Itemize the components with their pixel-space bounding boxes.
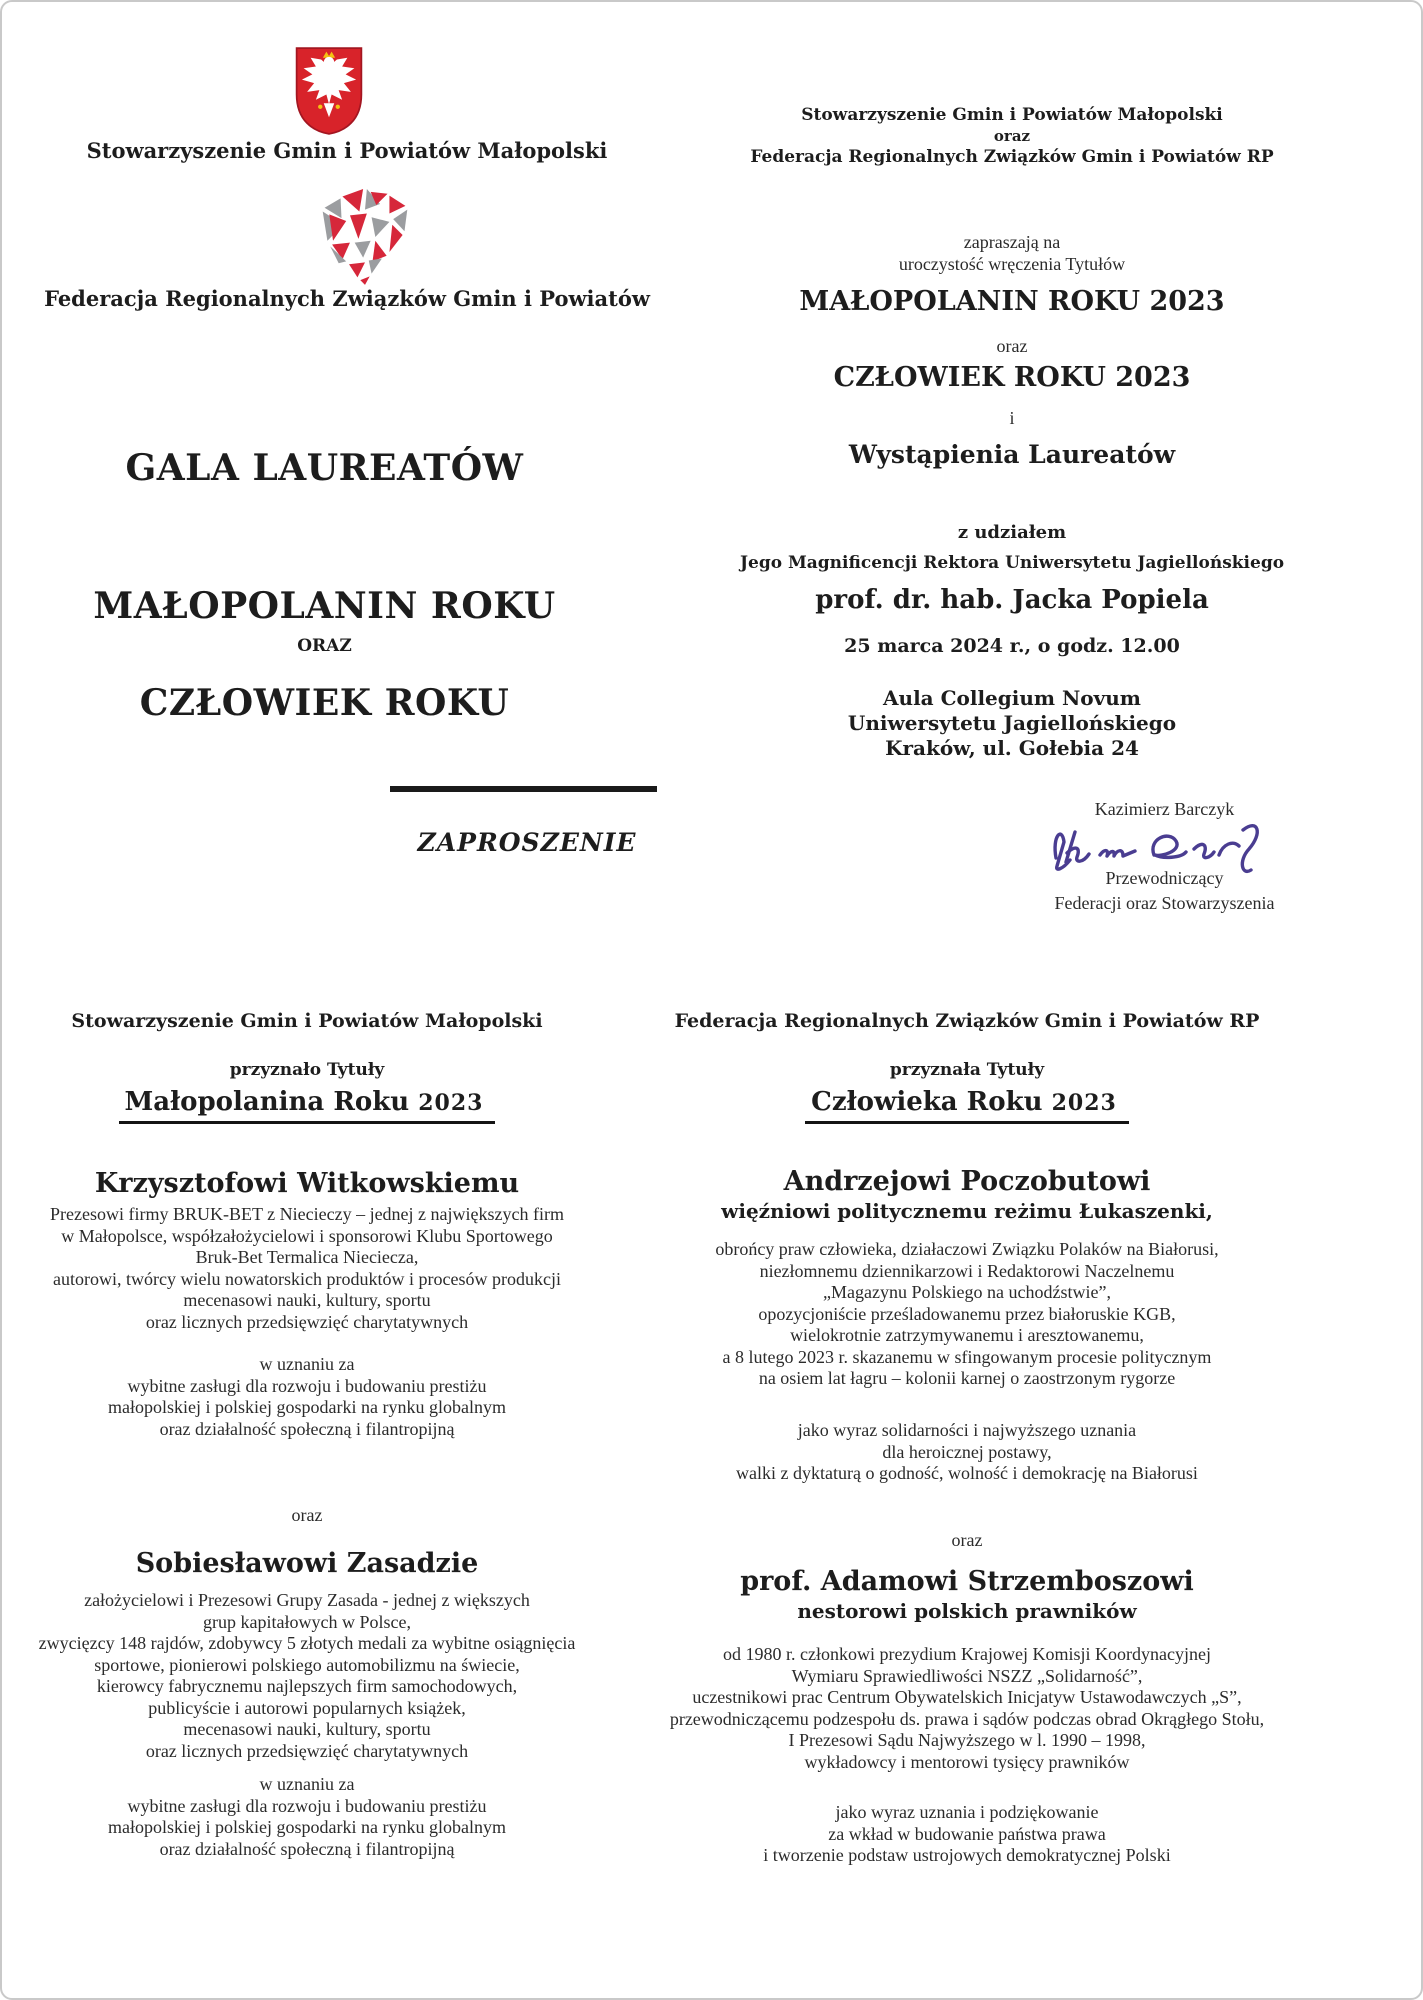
eagle-crest-icon bbox=[294, 44, 364, 138]
text-line: uczestnikowi prac Centrum Obywatelskich Inicjatyw Ustawodawczych „S”, bbox=[692, 1687, 1242, 1707]
event-title-2: CZŁOWIEK ROKU 2023 bbox=[833, 362, 1191, 393]
association-name: Stowarzyszenie Gmin i Powiatów Małopolski bbox=[86, 138, 608, 163]
text-line: a 8 lutego 2023 r. skazanemu w sfingowanym procesie politycznym bbox=[722, 1346, 1212, 1367]
text-line: kierowcy fabrycznemu najlepszych firm samochodowych, bbox=[96, 1676, 518, 1696]
text-line: zwycięzcy 148 rajdów, zdobywcy 5 złotych medali za wybitne osiągnięcia bbox=[38, 1633, 576, 1653]
federation-logo-icon bbox=[318, 186, 412, 286]
text-line: dla heroicznej postawy, bbox=[882, 1441, 1052, 1462]
laureate-desc-zasada bbox=[12, 1590, 602, 1762]
award-title-underlined bbox=[119, 1087, 496, 1124]
text-line: mecenasowi nauki, kultury, sportu bbox=[183, 1719, 431, 1739]
text-line: autorowi, twórcy wielu nowatorskich produktów i procesów produkcji bbox=[53, 1268, 561, 1289]
text-line: małopolskiej i polskiej gospodarki na rynku globalnym bbox=[108, 1397, 506, 1417]
award-year: 2023 bbox=[418, 1090, 484, 1116]
text-line: w uznaniu za bbox=[259, 1774, 355, 1794]
event-title-1: MAŁOPOLANIN ROKU 2023 bbox=[799, 286, 1225, 317]
signer-role-1: Przewodniczący bbox=[1105, 868, 1224, 888]
text-line: publicyście i autorowi popularnych książek, bbox=[148, 1697, 466, 1718]
host-conjunction: oraz bbox=[993, 127, 1031, 145]
text-line: grup kapitałowych w Polsce, bbox=[203, 1611, 411, 1632]
laureate-recognition-strzembosz bbox=[572, 1802, 1362, 1867]
text-line: Kraków, ul. Gołebia 24 bbox=[885, 736, 1139, 760]
event-venue bbox=[622, 686, 1402, 761]
text-line: od 1980 r. członkowi prezydium Krajowej Komisji Koordynacyjnej bbox=[723, 1644, 1211, 1664]
signer-name: Kazimierz Barczyk bbox=[1094, 799, 1235, 819]
text-line: małopolskiej i polskiej gospodarki na rynku globalnym bbox=[108, 1817, 506, 1837]
bottom-left-org: Stowarzyszenie Gmin i Powiatów Małopolski bbox=[71, 1010, 543, 1032]
invite-line-2: uroczystość wręczenia Tytułów bbox=[898, 254, 1126, 274]
laureate-recognition-witkowski bbox=[12, 1354, 602, 1440]
conjunction-oraz: ORAZ bbox=[297, 636, 352, 656]
text-line: wykładowcy i mentorowi tysięcy prawników bbox=[804, 1751, 1130, 1772]
text-line: jako wyraz uznania i podziękowanie bbox=[835, 1802, 1099, 1822]
laureate-desc-strzembosz bbox=[572, 1644, 1362, 1773]
participation-label: z udziałem bbox=[957, 522, 1067, 543]
event-conjunction-oraz: oraz bbox=[996, 336, 1028, 356]
laureate-speeches-title: Wystąpienia Laureatów bbox=[848, 440, 1176, 469]
text-line: niezłomnemu dziennikarzowi i Redaktorowi Naczelnemu bbox=[759, 1260, 1175, 1281]
laureate-recognition-poczobut bbox=[572, 1420, 1362, 1485]
text-line: walki z dyktaturą o godność, wolność i demokrację na Białorusi bbox=[736, 1463, 1198, 1483]
host-org-2: Federacja Regionalnych Związków Gmin i Powiatów RP bbox=[750, 147, 1274, 167]
text-line: oraz działalność społeczną i filantropijną bbox=[159, 1418, 455, 1439]
host-org-1: Stowarzyszenie Gmin i Powiatów Małopolski bbox=[801, 105, 1223, 125]
event-datetime: 25 marca 2024 r., o godz. 12.00 bbox=[844, 635, 1180, 657]
federation-name: Federacja Regionalnych Związków Gmin i Powiatów bbox=[44, 286, 650, 311]
text-line: „Magazynu Polskiego na uchodźstwie”, bbox=[823, 1282, 1111, 1302]
award-title-underlined bbox=[805, 1087, 1129, 1124]
laureate-subtitle-poczobut: więźniowi politycznemu reżimu Łukaszenki, bbox=[721, 1199, 1213, 1223]
text-line: Bruk-Bet Termalica Nieciecza, bbox=[195, 1247, 419, 1267]
text-line: wybitne zasługi dla rozwoju i budowaniu prestiżu bbox=[127, 1375, 487, 1396]
text-line: założycielowi i Prezesowi Grupy Zasada - jednej z większych bbox=[84, 1590, 530, 1610]
text-line: w Małopolsce, współzałożycielowi i sponsorowi Klubu Sportowego bbox=[61, 1225, 553, 1246]
text-line: za wkład w budowanie państwa prawa bbox=[828, 1823, 1106, 1844]
text-line: oraz licznych przedsięwzięć charytatywnych bbox=[145, 1311, 469, 1332]
text-line: Uniwersytetu Jagiellońskiego bbox=[847, 711, 1177, 735]
text-line: jako wyraz solidarności i najwyższego uznania bbox=[797, 1420, 1137, 1440]
laureate-desc-poczobut bbox=[572, 1239, 1362, 1390]
invitation-label: ZAPROSZENIE bbox=[417, 828, 637, 857]
text-line: opozycjoniście prześladowanemu przez białoruskie KGB, bbox=[758, 1303, 1176, 1324]
bottom-left-conjunction: oraz bbox=[291, 1505, 323, 1525]
text-line: Aula Collegium Novum bbox=[883, 686, 1141, 710]
award-title-malopolanin: MAŁOPOLANIN ROKU bbox=[93, 585, 556, 627]
text-line: oraz licznych przedsięwzięć charytatywnych bbox=[145, 1740, 469, 1761]
text-line: mecenasowi nauki, kultury, sportu bbox=[183, 1290, 431, 1310]
award-year: 2023 bbox=[1051, 1090, 1117, 1116]
text-line: I Prezesowi Sądu Najwyższego w l. 1990 – 1998, bbox=[788, 1730, 1146, 1750]
laureate-name-zasada: Sobiesławowi Zasadzie bbox=[135, 1548, 479, 1579]
award-title-text: Człowieka Roku bbox=[811, 1087, 1043, 1117]
signer-role-2: Federacji oraz Stowarzyszenia bbox=[1054, 893, 1275, 913]
laureate-desc-witkowski bbox=[12, 1204, 602, 1333]
award-title-czlowiek: CZŁOWIEK ROKU bbox=[139, 682, 510, 724]
bottom-right-awarded: przyznała Tytuły bbox=[889, 1060, 1045, 1080]
laureate-name-witkowski: Krzysztofowi Witkowskiemu bbox=[94, 1168, 520, 1199]
text-line: wybitne zasługi dla rozwoju i budowaniu prestiżu bbox=[127, 1795, 487, 1816]
guest-intro: Jego Magnificencji Rektora Uniwersytetu Jagiellońskiego bbox=[739, 553, 1285, 573]
text-line: Prezesowi firmy BRUK-BET z Niecieczy – jednej z największych firm bbox=[49, 1204, 564, 1224]
bottom-left-award-title-row bbox=[12, 1087, 602, 1124]
guest-name: prof. dr. hab. Jacka Popiela bbox=[815, 585, 1209, 615]
award-title-text: Małopolanina Roku bbox=[124, 1087, 410, 1117]
text-line: i tworzenie podstaw ustrojowych demokratycznej Polski bbox=[763, 1845, 1171, 1865]
text-line: w uznaniu za bbox=[259, 1354, 355, 1374]
text-line: sportowe, pionierowi polskiego automobilizmu na świecie, bbox=[94, 1654, 520, 1675]
laureate-recognition-zasada bbox=[12, 1774, 602, 1860]
bottom-right-org: Federacja Regionalnych Związków Gmin i Powiatów RP bbox=[674, 1010, 1260, 1032]
invite-line-1: zapraszają na bbox=[963, 232, 1061, 252]
text-line: Wymiaru Sprawiedliwości NSZZ „Solidarność”, bbox=[791, 1665, 1143, 1686]
text-line: wielokrotnie zatrzymywanemu i aresztowanemu, bbox=[790, 1325, 1144, 1345]
bottom-left-awarded: przyznało Tytuły bbox=[229, 1060, 385, 1080]
gala-title: GALA LAUREATÓW bbox=[125, 447, 524, 489]
title-divider bbox=[390, 786, 657, 792]
text-line: oraz działalność społeczną i filantropijną bbox=[159, 1838, 455, 1859]
bottom-right-award-title-row bbox=[572, 1087, 1362, 1124]
text-line: przewodniczącemu podzespołu ds. prawa i sądów podczas obrad Okrągłego Stołu, bbox=[669, 1708, 1265, 1729]
laureate-name-poczobut: Andrzejowi Poczobutowi bbox=[783, 1166, 1151, 1197]
event-conjunction-i: i bbox=[1009, 408, 1015, 428]
laureate-name-strzembosz: prof. Adamowi Strzemboszowi bbox=[740, 1566, 1194, 1597]
bottom-right-conjunction: oraz bbox=[951, 1530, 983, 1550]
laureate-subtitle-strzembosz: nestorowi polskich prawników bbox=[797, 1599, 1137, 1623]
text-line: na osiem lat łagru – kolonii karnej o zaostrzonym rygorze bbox=[758, 1368, 1176, 1388]
text-line: obrońcy praw człowieka, działaczowi Związku Polaków na Białorusi, bbox=[715, 1239, 1219, 1259]
